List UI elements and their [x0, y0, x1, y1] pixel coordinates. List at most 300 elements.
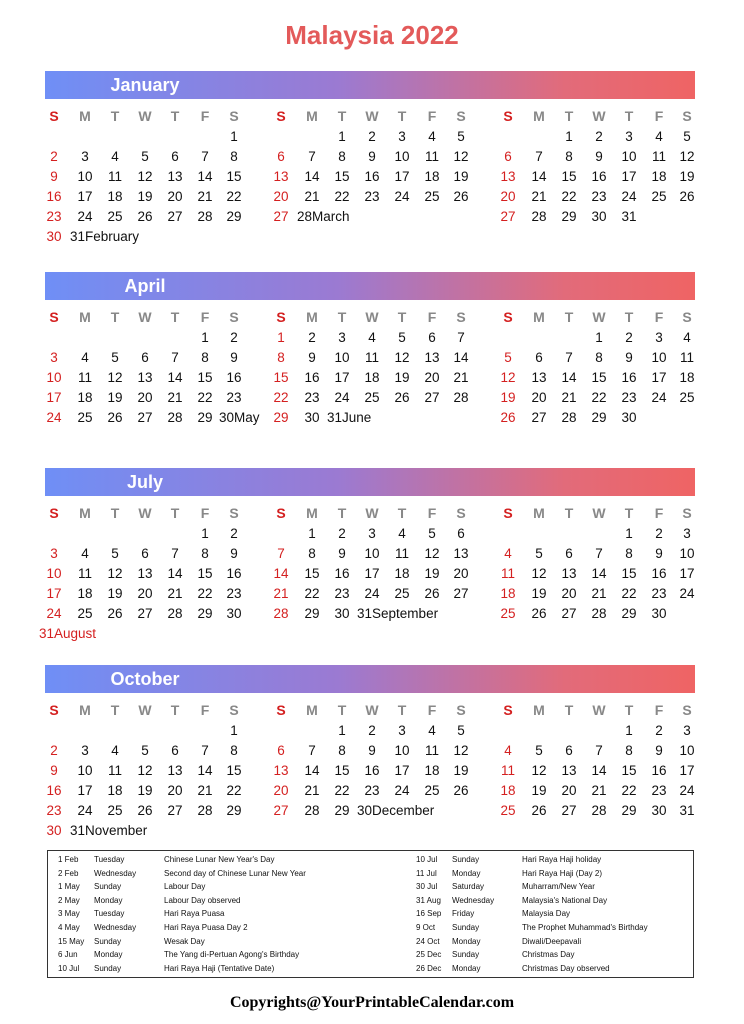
- calendar-day: 3: [398, 723, 406, 738]
- calendar-day: 17: [77, 783, 93, 798]
- calendar-day: 14: [167, 566, 183, 581]
- weekday-header: M: [306, 309, 318, 325]
- calendar-day: 2: [368, 129, 376, 144]
- holiday-name: The Yang di-Pertuan Agong's Birthday: [164, 950, 300, 960]
- calendar-day: 16: [364, 169, 380, 184]
- calendar-day: 9: [655, 743, 663, 758]
- calendar-day: 12: [679, 149, 695, 164]
- calendar-day: 29: [226, 209, 242, 224]
- calendar-day: 13: [531, 370, 547, 385]
- holiday-date: 1 Feb: [58, 855, 79, 864]
- calendar-day: 12: [137, 763, 153, 778]
- calendar-day: 10: [679, 546, 695, 561]
- calendar-day: 7: [171, 546, 179, 561]
- calendar-day: 5: [457, 723, 465, 738]
- calendar-day: 1: [565, 129, 573, 144]
- calendar-day: 20: [561, 586, 577, 601]
- calendar-day: 27: [561, 606, 577, 621]
- calendar-day: 14: [591, 763, 607, 778]
- holiday-name: Diwali/Deepavali: [522, 936, 582, 946]
- weekday-header: T: [170, 505, 180, 521]
- calendar-day: 11: [364, 350, 379, 365]
- calendar-day: 23: [226, 586, 242, 601]
- month-title: December: [372, 803, 435, 818]
- calendar-day: 11: [394, 546, 409, 561]
- calendar-day: 6: [171, 743, 179, 758]
- calendar-day: 5: [398, 330, 406, 345]
- weekday-header: F: [427, 505, 437, 521]
- calendar-day: 27: [167, 209, 183, 224]
- calendar-day: 27: [273, 209, 289, 224]
- weekday-header: T: [337, 108, 347, 124]
- calendar-day: 6: [428, 330, 436, 345]
- calendar-day: 25: [77, 410, 93, 425]
- calendar-day: 8: [201, 546, 209, 561]
- calendar-day: 4: [655, 129, 663, 144]
- calendar-day: 30May: [219, 410, 260, 425]
- calendar-day: 4: [428, 723, 436, 738]
- calendar-day: 3: [81, 743, 89, 758]
- calendar-day: 23: [621, 390, 637, 405]
- calendar-day: 15: [621, 566, 637, 581]
- calendar-day: 6: [565, 546, 573, 561]
- holiday-weekday: Monday: [94, 895, 123, 905]
- calendar-day: 1: [201, 526, 209, 541]
- calendar-day: 28: [167, 410, 183, 425]
- calendar-day: 17: [394, 169, 410, 184]
- calendar-day: 11: [424, 149, 439, 164]
- calendar-day: 12: [500, 370, 516, 385]
- month-title: April: [124, 276, 166, 296]
- calendar-day: 16: [364, 763, 380, 778]
- month-row-band: [45, 71, 695, 99]
- weekday-header: W: [365, 505, 379, 521]
- calendar-day: 20: [561, 783, 577, 798]
- holiday-name: Hari Raya Haji (Tentative Date): [164, 963, 275, 973]
- holiday-date: 4 May: [58, 923, 80, 932]
- calendar-day: 7: [171, 350, 179, 365]
- calendar-day: 31August: [39, 626, 97, 641]
- weekday-header: S: [276, 108, 286, 124]
- weekday-header: T: [170, 702, 180, 718]
- holiday-date: 9 Oct: [416, 923, 436, 932]
- calendar-day: 25: [107, 209, 123, 224]
- holiday-name: The Prophet Muhammad's Birthday: [522, 923, 648, 932]
- calendar-day: 16: [46, 189, 62, 204]
- calendar-day: 2: [230, 330, 238, 345]
- calendar-day: 26: [137, 209, 153, 224]
- month-row-band: [45, 468, 695, 496]
- calendar-day: 5: [535, 546, 543, 561]
- weekday-header: T: [397, 505, 407, 521]
- weekday-header: T: [564, 309, 574, 325]
- weekday-header: T: [397, 309, 407, 325]
- weekday-header: W: [138, 108, 152, 124]
- calendar-day: 28: [304, 803, 320, 818]
- calendar-day: 27: [424, 390, 440, 405]
- calendar-day: 4: [504, 546, 512, 561]
- weekday-header: F: [654, 702, 664, 718]
- calendar-day: 20: [167, 189, 183, 204]
- calendar-day: 19: [394, 370, 410, 385]
- calendar-day: 1: [230, 129, 238, 144]
- weekday-header: T: [397, 108, 407, 124]
- weekday-header: W: [365, 702, 379, 718]
- calendar-day: 15: [334, 763, 350, 778]
- calendar-day: 14: [591, 566, 607, 581]
- calendar-day: 15: [273, 370, 289, 385]
- calendar-day: 29: [561, 209, 577, 224]
- calendar-day: 29: [197, 410, 213, 425]
- calendar-day: 20: [424, 370, 440, 385]
- month-title: January: [110, 75, 180, 95]
- holiday-date: 10 Jul: [58, 963, 80, 973]
- weekday-header: F: [654, 505, 664, 521]
- weekday-header: T: [110, 702, 120, 718]
- weekday-header: S: [682, 702, 692, 718]
- calendar-day: 22: [304, 586, 320, 601]
- calendar-day: 28: [561, 410, 577, 425]
- calendar-day: 17: [679, 763, 695, 778]
- weekday-header: S: [276, 505, 286, 521]
- calendar-day: 1: [277, 330, 285, 345]
- weekday-header: T: [337, 505, 347, 521]
- holiday-date: 15 May: [58, 936, 85, 946]
- calendar-day: 5: [683, 129, 691, 144]
- calendar-day: 20: [500, 189, 516, 204]
- calendar-day: 19: [137, 189, 153, 204]
- weekday-header: S: [456, 309, 466, 325]
- calendar-day: 8: [277, 350, 285, 365]
- calendar-day: 18: [364, 370, 380, 385]
- calendar-day: 26: [531, 606, 547, 621]
- calendar-day: 10: [77, 169, 93, 184]
- calendar-day: 16: [226, 566, 242, 581]
- holiday-weekday: Sunday: [94, 963, 122, 973]
- calendar-day: 14: [273, 566, 289, 581]
- calendar-day: 5: [504, 350, 512, 365]
- calendar-day: 9: [655, 546, 663, 561]
- calendar-day: 3: [683, 723, 691, 738]
- calendar-day: 10: [364, 546, 380, 561]
- calendar-day: 1: [201, 330, 209, 345]
- month-title: November: [85, 823, 148, 838]
- calendar-day: 21: [167, 586, 183, 601]
- holiday-weekday: Friday: [452, 909, 475, 919]
- calendar-day: 1: [625, 526, 633, 541]
- calendar-day: 12: [531, 763, 547, 778]
- holiday-name: Christmas Day observed: [522, 963, 610, 973]
- weekday-header: S: [229, 309, 239, 325]
- calendar-day: 28March: [297, 209, 350, 224]
- weekday-header: F: [427, 702, 437, 718]
- weekday-header: T: [564, 108, 574, 124]
- holiday-name: Labour Day observed: [164, 895, 241, 905]
- holiday-weekday: Monday: [94, 950, 123, 960]
- calendar-day: 19: [107, 586, 123, 601]
- calendar-day: 3: [625, 129, 633, 144]
- calendar-day: 22: [197, 390, 213, 405]
- weekday-header: T: [170, 108, 180, 124]
- calendar-day: 26: [424, 586, 440, 601]
- calendar-day: 8: [338, 149, 346, 164]
- holiday-name: Christmas Day: [522, 950, 575, 960]
- calendar-day: 31: [621, 209, 637, 224]
- holiday-weekday: Monday: [452, 963, 481, 973]
- calendar-day: 23: [591, 189, 607, 204]
- holiday-weekday: Wednesday: [94, 923, 137, 932]
- calendar-day: 13: [137, 566, 153, 581]
- calendar-day: 5: [535, 743, 543, 758]
- calendar-day: 6: [141, 350, 149, 365]
- calendar-day: 20: [453, 566, 469, 581]
- calendar-day: 14: [304, 763, 320, 778]
- calendar-day: 19: [453, 169, 469, 184]
- calendar-day: 28: [531, 209, 547, 224]
- weekday-header: S: [229, 108, 239, 124]
- calendar-day: 15: [226, 169, 242, 184]
- calendar-day: 25: [679, 390, 695, 405]
- calendar-day: 30: [304, 410, 320, 425]
- calendar-day: 26: [137, 803, 153, 818]
- weekday-header: M: [79, 108, 91, 124]
- weekday-header: M: [79, 702, 91, 718]
- calendar-day: 25: [77, 606, 93, 621]
- calendar-day: 9: [230, 546, 238, 561]
- weekday-header: S: [49, 309, 59, 325]
- calendar-day: 24: [46, 410, 62, 425]
- calendar-day: 9: [308, 350, 316, 365]
- month-title: May: [234, 410, 260, 425]
- calendar-day: 6: [171, 149, 179, 164]
- calendar-day: 28: [197, 803, 213, 818]
- calendar-day: 8: [308, 546, 316, 561]
- calendar-day: 7: [565, 350, 573, 365]
- weekday-header: S: [503, 702, 513, 718]
- holiday-name: Malaysia's National Day: [522, 895, 608, 905]
- calendar-day: 26: [531, 803, 547, 818]
- weekday-header: S: [503, 309, 513, 325]
- calendar-day: 9: [50, 169, 58, 184]
- calendar-day: 6: [535, 350, 543, 365]
- calendar-day: 28: [591, 803, 607, 818]
- calendar-day: 21: [591, 783, 607, 798]
- holiday-date: 11 Jul: [416, 868, 437, 878]
- calendar-day: 7: [308, 149, 316, 164]
- weekday-header: T: [624, 108, 634, 124]
- calendar-day: 22: [334, 189, 350, 204]
- calendar-day: 10: [651, 350, 667, 365]
- holiday-name: Muharram/New Year: [522, 882, 595, 892]
- holiday-date: 16 Sep: [416, 909, 442, 919]
- calendar-day: 12: [394, 350, 410, 365]
- calendar-day: 15: [621, 763, 637, 778]
- weekday-header: T: [624, 309, 634, 325]
- calendar-day: 11: [500, 566, 515, 581]
- calendar-day: 22: [561, 189, 577, 204]
- calendar-day: 28: [591, 606, 607, 621]
- calendar-day: 24: [364, 586, 380, 601]
- calendar-day: 15: [197, 370, 213, 385]
- calendar-day: 30December: [357, 803, 435, 818]
- month-title: August: [54, 626, 97, 641]
- weekday-header: W: [592, 108, 606, 124]
- month-row-band: [45, 665, 695, 693]
- calendar-day: 7: [308, 743, 316, 758]
- calendar-day: 25: [394, 586, 410, 601]
- weekday-header: M: [306, 108, 318, 124]
- weekday-header: S: [276, 702, 286, 718]
- calendar-day: 18: [394, 566, 410, 581]
- calendar-day: 12: [453, 743, 469, 758]
- calendar-day: 20: [167, 783, 183, 798]
- calendar-day: 18: [500, 783, 516, 798]
- calendar-day: 30: [591, 209, 607, 224]
- calendar-day: 8: [625, 743, 633, 758]
- calendar-day: 15: [591, 370, 607, 385]
- calendar-day: 7: [201, 149, 209, 164]
- weekday-header: S: [456, 505, 466, 521]
- calendar-day: 13: [424, 350, 440, 365]
- calendar-day: 17: [621, 169, 637, 184]
- copyright-footer: Copyrights@YourPrintableCalendar.com: [229, 994, 515, 1011]
- calendar-day: 25: [651, 189, 667, 204]
- calendar-day: 24: [46, 606, 62, 621]
- calendar-day: 30: [46, 229, 62, 244]
- weekday-header: S: [229, 505, 239, 521]
- calendar-day: 17: [46, 390, 62, 405]
- calendar-day: 4: [428, 129, 436, 144]
- month-title: September: [372, 606, 439, 621]
- weekday-header: S: [682, 505, 692, 521]
- calendar-day: 1: [308, 526, 316, 541]
- calendar-day: 14: [167, 370, 183, 385]
- calendar-day: 31February: [70, 229, 140, 244]
- calendar-day: 12: [137, 169, 153, 184]
- holiday-name: Chinese Lunar New Year's Day: [164, 855, 275, 864]
- calendar-day: 9: [595, 149, 603, 164]
- month-title: July: [126, 472, 164, 492]
- calendar-day: 23: [334, 586, 350, 601]
- calendar-day: 15: [334, 169, 350, 184]
- calendar-day: 28: [197, 209, 213, 224]
- calendar-day: 2: [368, 723, 376, 738]
- calendar-day: 17: [651, 370, 667, 385]
- calendar-day: 22: [334, 783, 350, 798]
- holiday-date: 1 May: [58, 882, 80, 892]
- calendar-day: 22: [621, 586, 637, 601]
- calendar-day: 10: [621, 149, 637, 164]
- calendar-day: 29: [591, 410, 607, 425]
- calendar-day: 30: [651, 803, 667, 818]
- weekday-header: W: [138, 505, 152, 521]
- calendar-day: 13: [453, 546, 469, 561]
- calendar-day: 21: [273, 586, 289, 601]
- calendar-day: 2: [338, 526, 346, 541]
- calendar-day: 7: [595, 743, 603, 758]
- weekday-header: T: [397, 702, 407, 718]
- calendar-day: 21: [453, 370, 469, 385]
- calendar-day: 16: [46, 783, 62, 798]
- calendar-day: 30: [334, 606, 350, 621]
- calendar-day: 13: [500, 169, 516, 184]
- calendar-day: 18: [107, 783, 123, 798]
- weekday-header: W: [138, 702, 152, 718]
- calendar-day: 2: [625, 330, 633, 345]
- calendar-day: 2: [655, 526, 663, 541]
- calendar-day: 11: [500, 763, 515, 778]
- weekday-header: F: [427, 108, 437, 124]
- calendar-day: 7: [535, 149, 543, 164]
- holiday-date: 24 Oct: [416, 936, 440, 946]
- month-title: March: [312, 209, 350, 224]
- calendar-day: 30: [46, 823, 62, 838]
- calendar-day: 27: [273, 803, 289, 818]
- calendar-day: 5: [457, 129, 465, 144]
- weekday-header: M: [306, 505, 318, 521]
- calendar-day: 18: [107, 189, 123, 204]
- calendar-day: 2: [230, 526, 238, 541]
- calendar-day: 19: [531, 586, 547, 601]
- calendar-day: 10: [46, 370, 62, 385]
- weekday-header: T: [337, 702, 347, 718]
- holiday-name: Hari Raya Puasa Day 2: [164, 923, 248, 932]
- calendar-day: 20: [531, 390, 547, 405]
- calendar-day: 14: [197, 169, 213, 184]
- calendar-day: 29: [304, 606, 320, 621]
- calendar-day: 1: [338, 129, 346, 144]
- calendar-day: 28: [273, 606, 289, 621]
- month-row-band: [45, 272, 695, 300]
- calendar-day: 18: [77, 390, 93, 405]
- calendar-day: 5: [111, 350, 119, 365]
- calendar-day: 21: [304, 783, 320, 798]
- calendar-day: 19: [137, 783, 153, 798]
- calendar-day: 1: [625, 723, 633, 738]
- weekday-header: M: [79, 309, 91, 325]
- calendar-day: 10: [77, 763, 93, 778]
- calendar-day: 29: [621, 803, 637, 818]
- calendar-day: 26: [107, 606, 123, 621]
- holiday-name: Wesak Day: [164, 936, 205, 946]
- calendar-day: 5: [141, 149, 149, 164]
- calendar-day: 17: [334, 370, 350, 385]
- calendar-day: 23: [226, 390, 242, 405]
- calendar-day: 7: [277, 546, 285, 561]
- weekday-header: S: [682, 108, 692, 124]
- calendar-day: 25: [364, 390, 380, 405]
- calendar-day: 24: [394, 189, 410, 204]
- calendar-day: 31September: [357, 606, 439, 621]
- calendar-day: 11: [424, 743, 439, 758]
- weekday-header: F: [654, 309, 664, 325]
- calendar-day: 18: [424, 763, 440, 778]
- calendar-day: 19: [453, 763, 469, 778]
- weekday-header: S: [276, 309, 286, 325]
- calendar-day: 8: [230, 149, 238, 164]
- calendar-day: 25: [424, 189, 440, 204]
- weekday-header: W: [138, 309, 152, 325]
- calendar-day: 3: [398, 129, 406, 144]
- holiday-list: [47, 850, 694, 978]
- calendar-day: 26: [107, 410, 123, 425]
- calendar-day: 5: [111, 546, 119, 561]
- calendar-day: 2: [655, 723, 663, 738]
- calendar-day: 15: [226, 763, 242, 778]
- calendar-day: 17: [77, 189, 93, 204]
- weekday-header: T: [170, 309, 180, 325]
- holiday-date: 6 Jun: [58, 950, 78, 960]
